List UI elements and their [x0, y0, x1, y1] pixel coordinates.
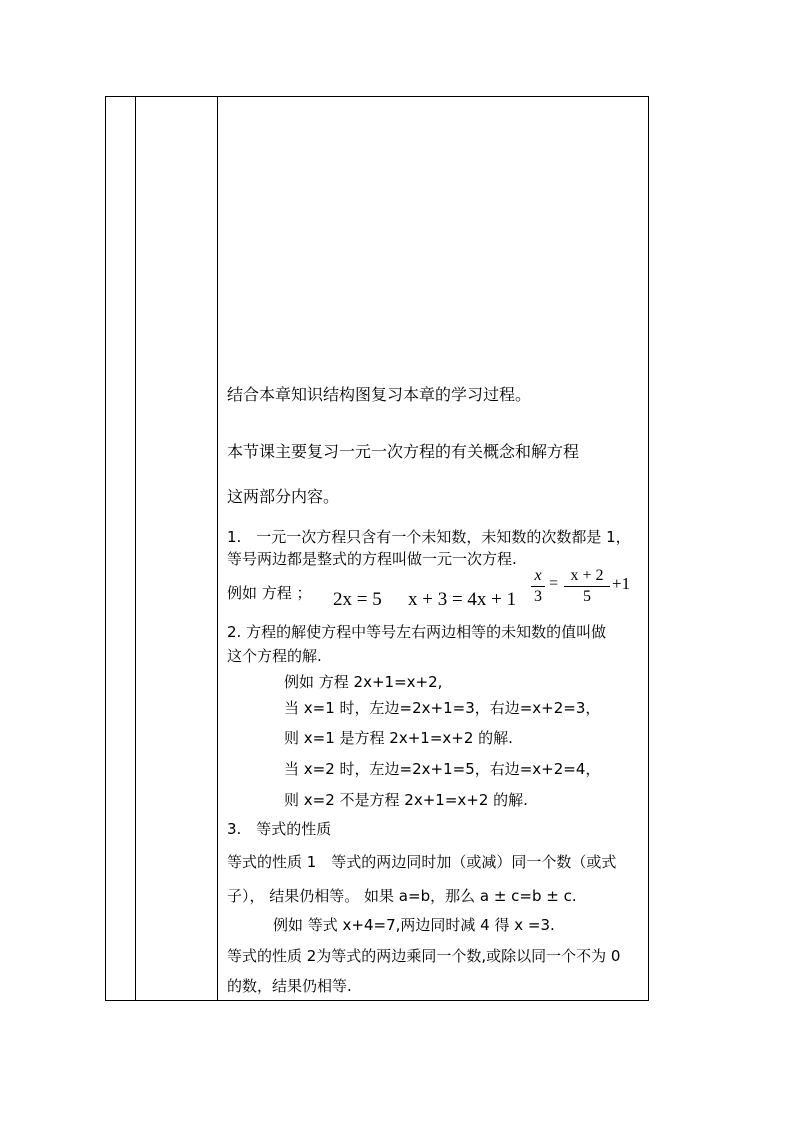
solution-example-5: 则 x=2 不是方程 2x+1=x+2 的解.: [284, 791, 528, 809]
property-1-example: 例如 等式 x+4=7,两边同时减 4 得 x =3.: [273, 916, 555, 934]
intro-line-2: 本节课主要复习一元一次方程的有关概念和解方程: [227, 442, 580, 461]
properties-title: 3. 等式的性质: [227, 820, 332, 838]
table-column-index: [106, 97, 136, 1000]
property-2-line-1: 等式的性质 2为等式的两边乘同一个数,或除以同一个不为 0: [227, 947, 621, 965]
fraction-left-numerator: x: [534, 567, 542, 584]
lesson-table: [105, 96, 649, 1001]
fraction-left-denominator: 3: [534, 588, 542, 605]
solution-example-2: 当 x=1 时，左边=2x+1=3，右边=x+2=3，: [284, 699, 601, 717]
definition-line-2: 等号两边都是整式的方程叫做一元一次方程.: [227, 550, 517, 568]
example-label: 例如 方程 ；: [227, 584, 312, 602]
fraction-right: [564, 567, 610, 606]
intro-line-3: 这两部分内容。: [227, 487, 340, 506]
solution-definition-line-2: 这个方程的解.: [227, 647, 322, 665]
definition-line-1: 1. 一元一次方程只含有一个未知数，未知数的次数都是 1，: [227, 528, 631, 546]
fraction-right-numerator: x + 2: [570, 567, 604, 584]
fraction-left-bar: [531, 586, 545, 587]
solution-example-4: 当 x=2 时，左边=2x+1=5，右边=x+2=4，: [284, 760, 601, 778]
fraction-right-denominator: 5: [583, 588, 591, 605]
table-column-content: [218, 97, 648, 1000]
solution-definition-line-1: 2. 方程的解使方程中等号左右两边相等的未知数的值叫做: [227, 623, 607, 641]
property-1-line-2: 子）， 结果仍相等。 如果 a=b，那么 a ± c=b ± c.: [227, 887, 577, 905]
table-column-stage: [136, 97, 218, 1000]
equation-3-tail: +1: [612, 574, 631, 593]
fraction-right-bar: [564, 586, 610, 587]
property-1-line-1: 等式的性质 1 等式的两边同时加（或减）同一个数（或式: [227, 853, 617, 871]
intro-line-1: 结合本章知识结构图复习本章的学习过程。: [227, 385, 532, 404]
equation-2: x + 3 = 4x + 1: [408, 589, 517, 610]
equation-3-equals: =: [549, 575, 559, 592]
fraction-left: [531, 567, 545, 606]
equation-1: 2x = 5: [333, 589, 382, 610]
solution-example-3: 则 x=1 是方程 2x+1=x+2 的解.: [284, 729, 513, 747]
solution-example-1: 例如 方程 2x+1=x+2,: [284, 673, 443, 691]
property-2-line-2: 的数，结果仍相等.: [227, 977, 352, 995]
